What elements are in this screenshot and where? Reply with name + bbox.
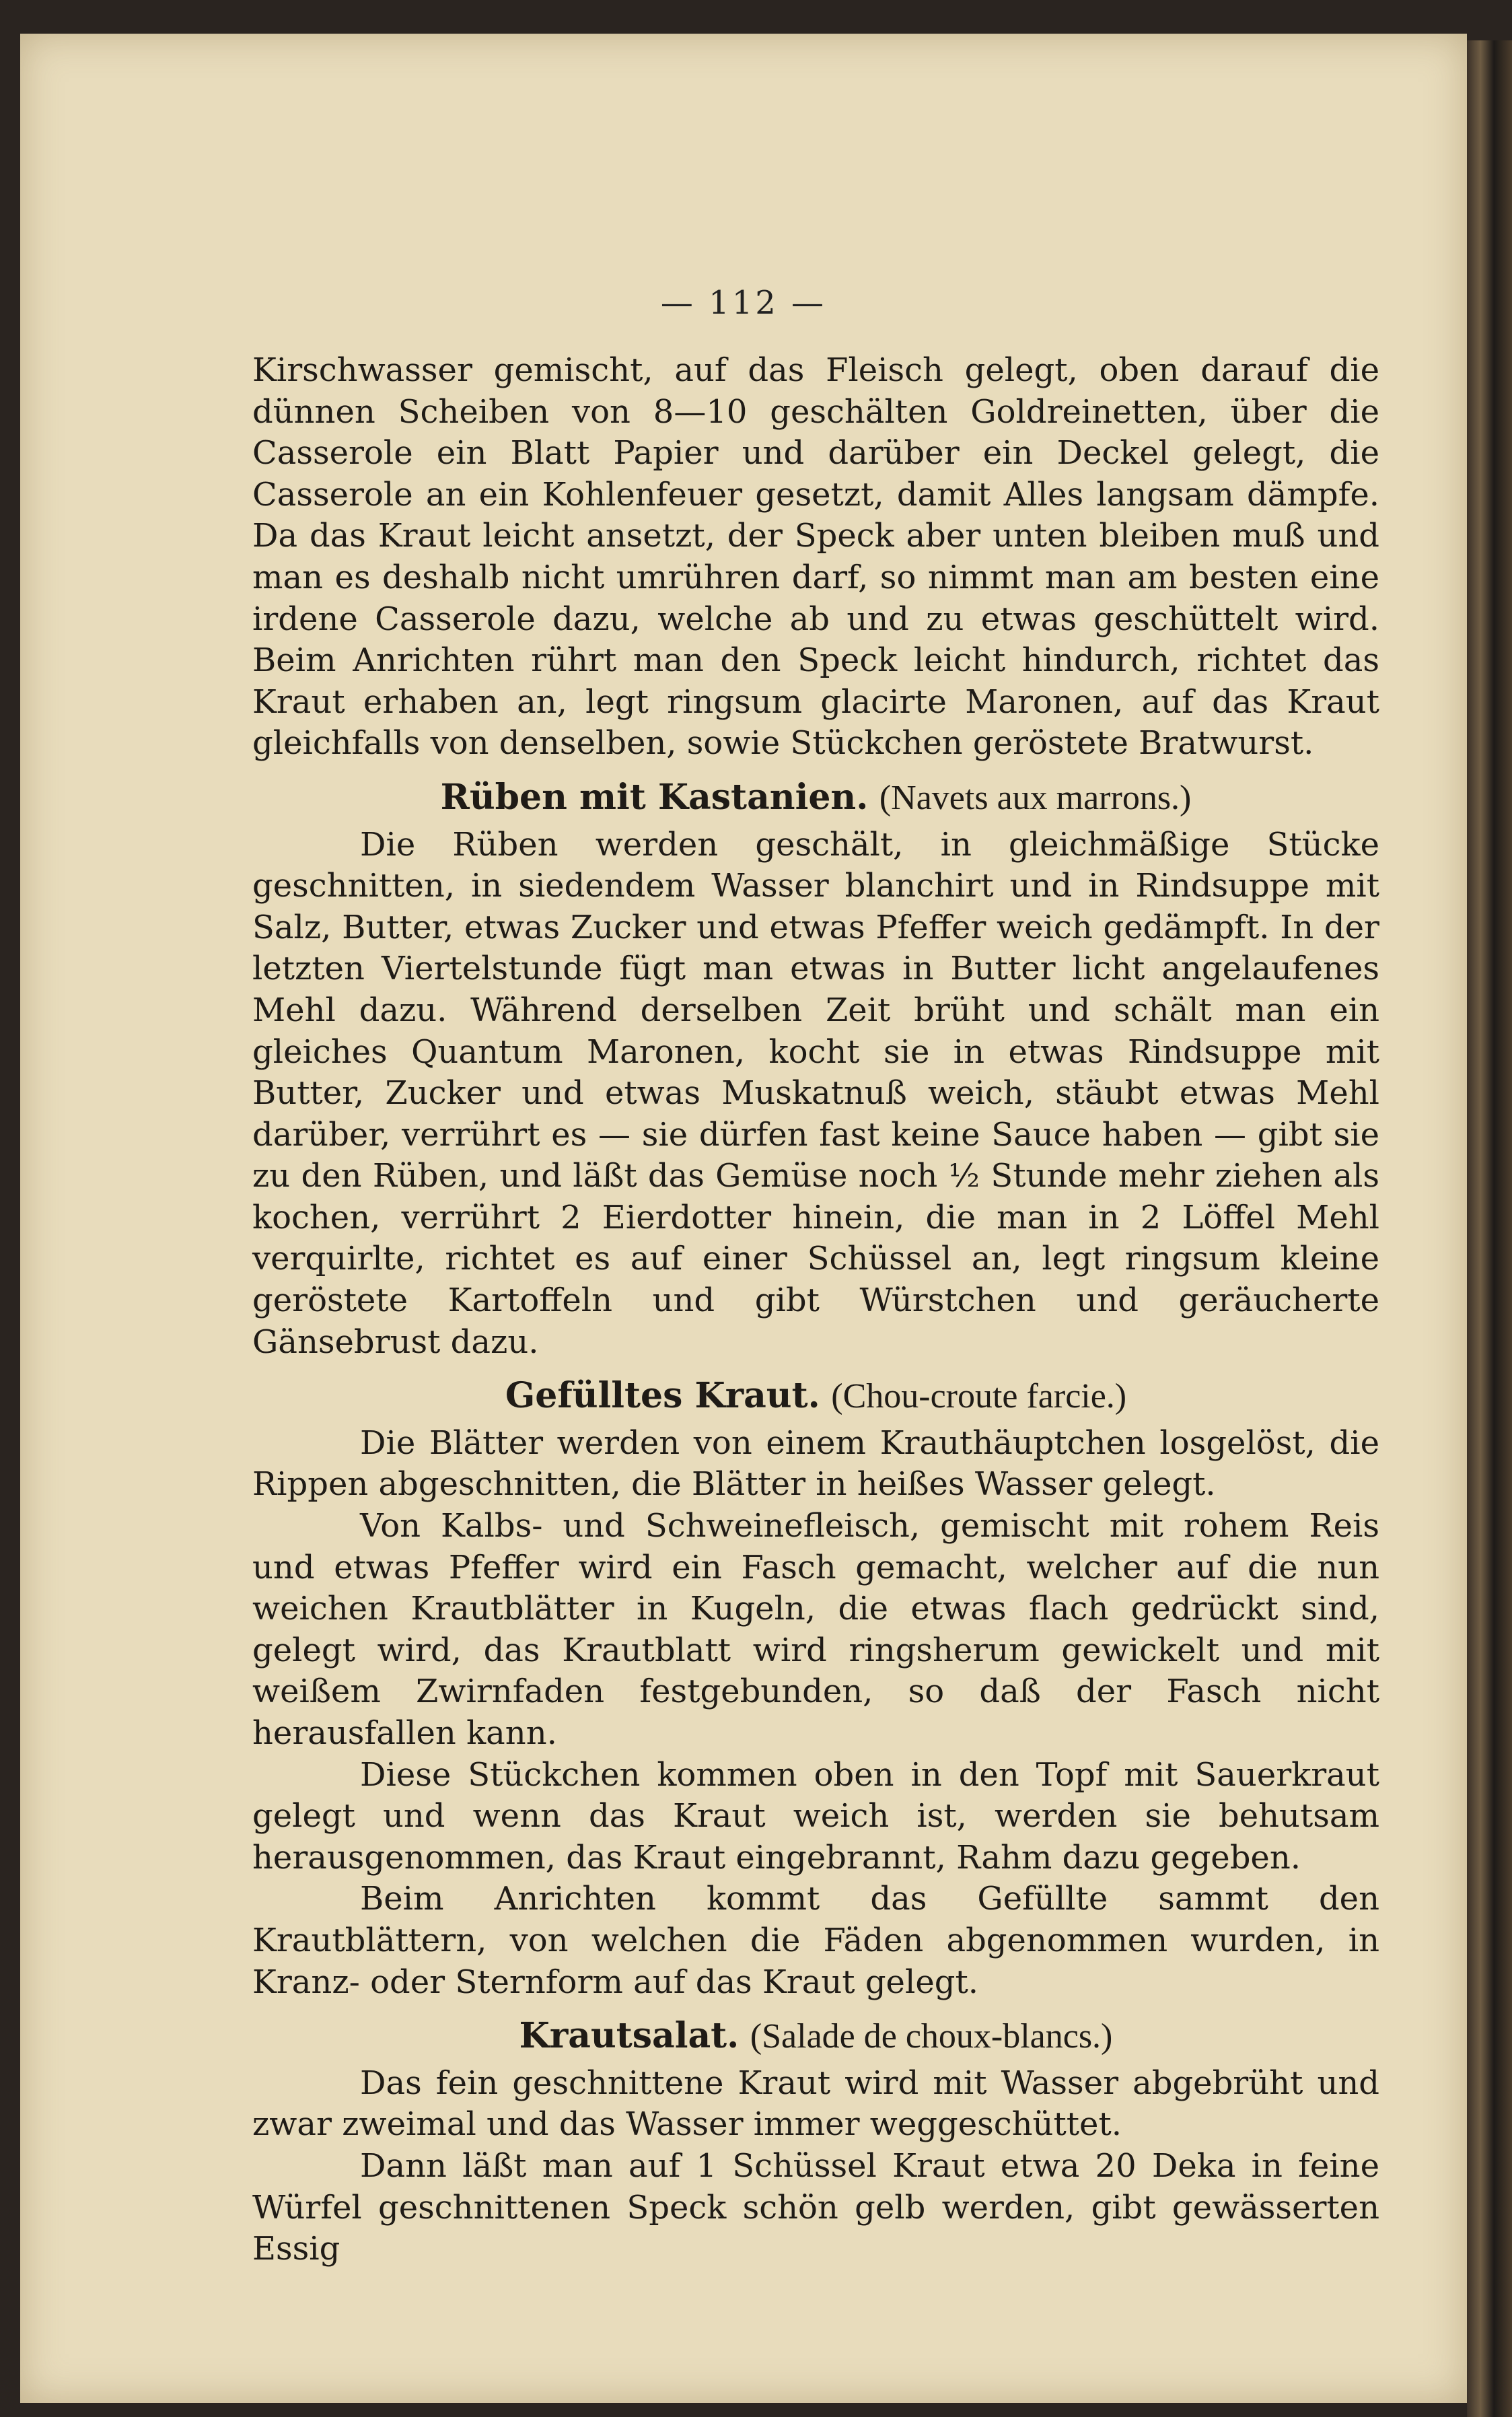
heading-french: (Navets aux marrons.) — [879, 778, 1192, 817]
paragraph: Das fein geschnittene Kraut wird mit Wasser abgebrüht und zwar zweimal und das Wasser immer weggeschüttet. — [252, 2064, 1379, 2144]
book-edge — [1467, 40, 1512, 2417]
paragraph: Die Blätter werden von einem Krauthäuptchen losgelöst, die Rippen abgeschnitten, die Blätter in heißes Wasser gelegt. — [252, 1424, 1379, 1504]
section-krautsalat — [252, 2015, 1379, 2270]
page-number: — 112 — — [660, 284, 827, 322]
paragraph: Diese Stückchen kommen oben in den Topf mit Sauerkraut gelegt und wenn das Kraut weich ist, werden sie behutsam herausgenommen, das Kraut eingebrannt, Rahm dazu gegeben. — [252, 1755, 1379, 1877]
paragraph: Die Rüben werden geschält, in gleichmäßige Stücke geschnitten, in siedendem Wasser blanchirt und in Rindsuppe mit Salz, Butter, etwas Zucker und etwas Pfeffer weich gedämpft. In der letzten Viertelstunde fügt man etwas in Butter licht angelaufenes Mehl dazu. Während derselben Zeit brüht und schält man ein gleiches Quantum Maronen, kocht sie in etwas Rindsuppe mit Butter, Zucker und etwas Muskatnuß weich, stäubt etwas Mehl darüber, verrührt es — sie dürfen fast keine Sauce haben — gibt sie zu den Rüben, und läßt das Gemüse noch ½ Stunde mehr ziehen als kochen, verrührt 2 Eierdotter hinein, die man in 2 Löffel Mehl verquirlte, richtet es auf einer Schüssel an, legt ringsum kleine geröstete Kartoffeln und gibt Würstchen und geräucherte Gänsebrust dazu. — [252, 825, 1379, 1361]
book-page — [20, 34, 1467, 2403]
section-heading — [252, 1375, 1379, 1417]
page-body — [252, 350, 1379, 2270]
heading-german: Gefülltes Kraut. — [505, 1375, 820, 1417]
intro-paragraph: Kirschwasser gemischt, auf das Fleisch gelegt, oben darauf die dünnen Scheiben von 8—10 geschälten Goldreinetten, über die Casserole ein Blatt Papier und darüber ein Deckel gelegt, die Casserole an ein Kohlenfeuer gesetzt, damit Alles langsam dämpfe. Da das Kraut leicht ansetzt, der Speck aber unten bleiben muß und man es deshalb nicht umrühren darf, so nimmt man am besten eine irdene Casserole dazu, welche ab und zu etwas geschüttelt wird. Beim Anrichten rührt man den Speck leicht hindurch, richtet das Kraut erhaben an, legt ringsum glacirte Maronen, auf das Kraut gleichfalls von denselben, sowie Stückchen geröstete Bratwurst. — [252, 351, 1379, 763]
paragraph: Von Kalbs- und Schweinefleisch, gemischt mit rohem Reis und etwas Pfeffer wird ein Fasch gemacht, welcher auf die nun weichen Krautblätter in Kugeln, die etwas flach gedrückt sind, gelegt wird, das Krautblatt wird ringsherum gewickelt und mit weißem Zwirnfaden festgebunden, so daß der Fasch nicht herausfallen kann. — [252, 1507, 1379, 1752]
section-heading — [252, 777, 1379, 819]
heading-german: Rüben mit Kastanien. — [440, 776, 869, 818]
heading-french: (Chou-croute farcie.) — [831, 1377, 1127, 1416]
heading-german: Krautsalat. — [519, 2015, 740, 2057]
paragraph: Dann läßt man auf 1 Schüssel Kraut etwa 20 Deka in feine Würfel geschnittenen Speck schön gelb werden, gibt gewässerten Essig — [252, 2146, 1379, 2268]
paragraph: Beim Anrichten kommt das Gefüllte sammt den Krautblättern, von welchen die Fäden abgenommen wurden, in Kranz- oder Sternform auf das Kraut gelegt. — [252, 1880, 1379, 2001]
section-gefuelltes-kraut — [252, 1375, 1379, 2003]
heading-french: (Salade de choux-blancs.) — [750, 2017, 1113, 2056]
section-rueben — [252, 777, 1379, 1363]
section-heading — [252, 2015, 1379, 2058]
